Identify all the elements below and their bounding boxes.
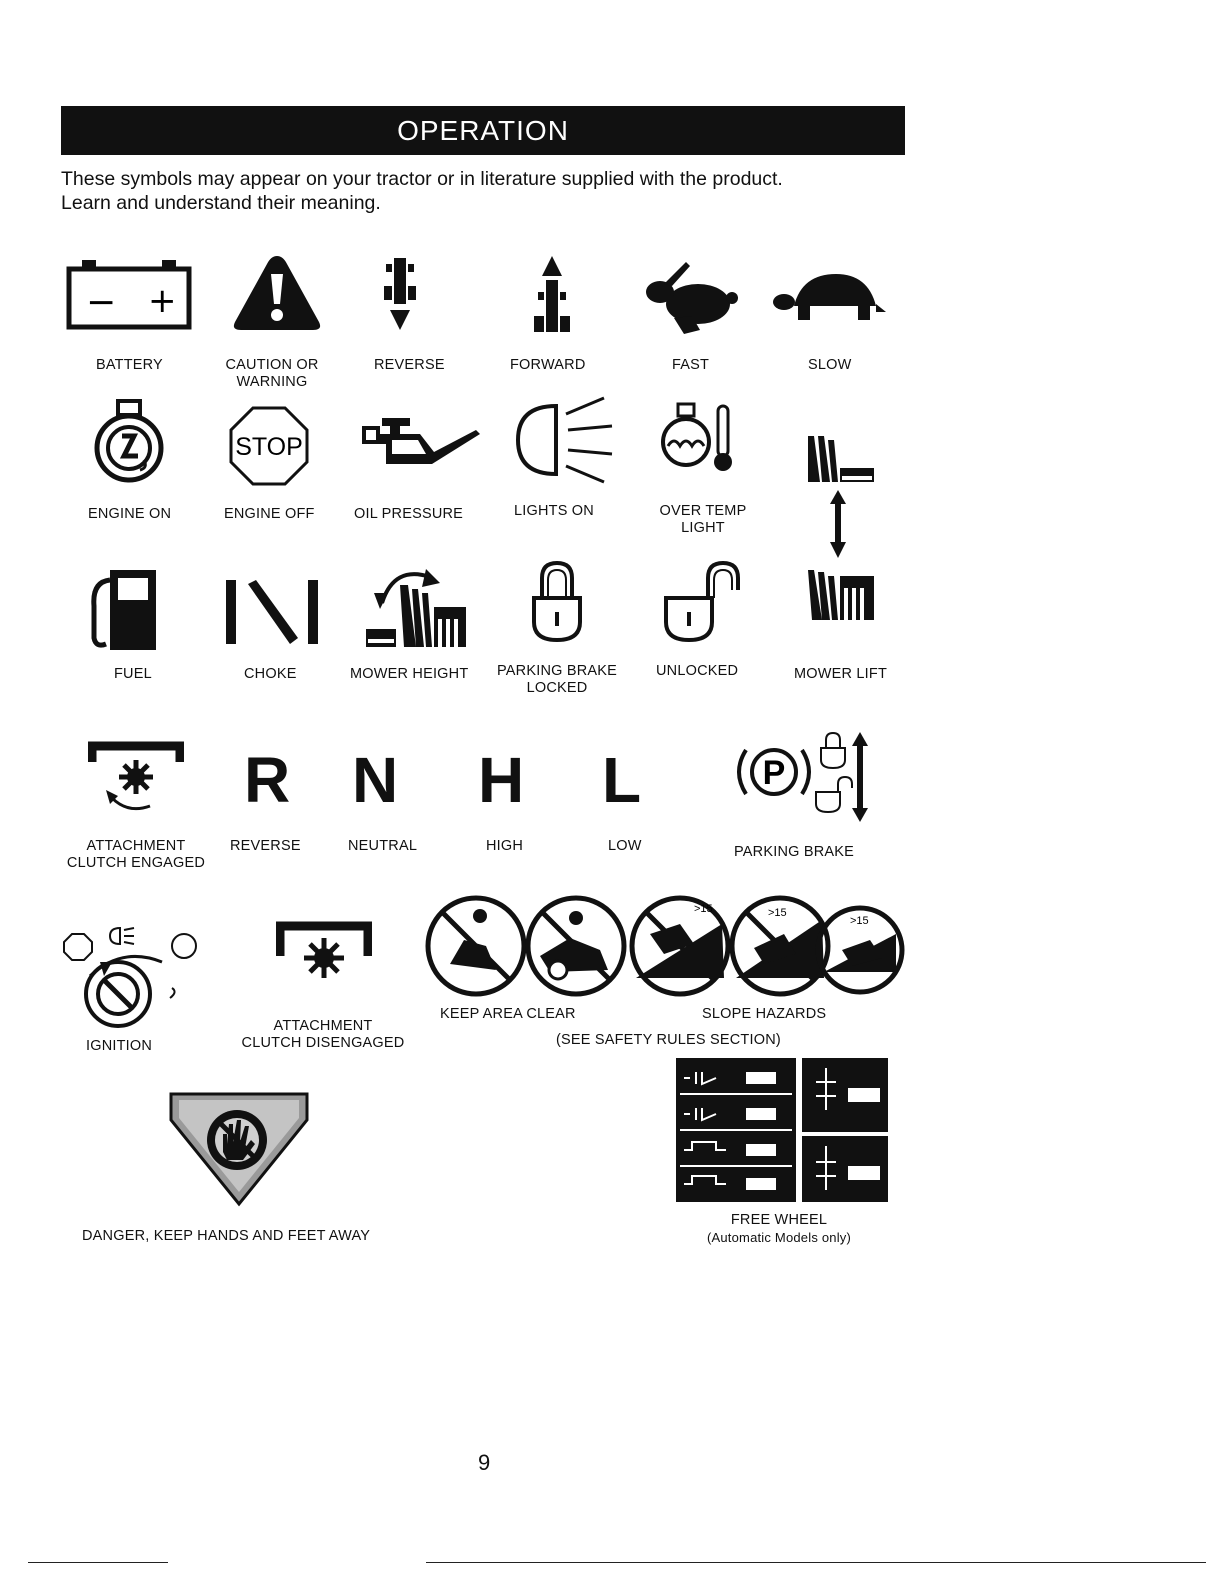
parking-p-letter: P [762, 754, 786, 792]
label-danger: DANGER, KEEP HANDS AND FEET AWAY [82, 1228, 371, 1244]
label-caution [222, 357, 322, 391]
label-forward: FORWARD [510, 357, 586, 373]
label-mower-height: MOWER HEIGHT [350, 666, 469, 682]
label-mower-lift: MOWER LIFT [794, 666, 888, 682]
battery-plus: + [148, 281, 177, 321]
label-low: LOW [608, 838, 642, 854]
slope-badge-1: >15 [694, 903, 713, 915]
gear-low-letter: L [602, 744, 642, 816]
battery-minus: − [86, 282, 117, 323]
label-high: HIGH [486, 838, 524, 854]
ignition-icon [62, 922, 202, 1032]
label-choke: CHOKE [244, 666, 297, 682]
label-parking-brake-locked-line-2: LOCKED [526, 680, 588, 696]
label-over-temp [654, 503, 752, 537]
battery-icon [66, 258, 192, 330]
gear-high-letter: H [478, 744, 525, 816]
warning-icon [231, 252, 323, 334]
slope-badge-3: >15 [850, 915, 869, 927]
clutch-disengaged-icon [276, 918, 372, 988]
danger-hand-icon [165, 1090, 313, 1208]
mower-lift-lower-icon [806, 568, 876, 622]
label-reverse: REVERSE [374, 357, 445, 373]
label-clutch-disengaged-line-2: CLUTCH DISENGAGED [241, 1035, 405, 1051]
intro-text [61, 167, 783, 215]
label-caution-line-2: WARNING [236, 374, 308, 390]
footer-rule-right [426, 1562, 1206, 1563]
section-banner [61, 106, 905, 155]
mower-lift-icon [804, 432, 876, 564]
stop-text: STOP [235, 433, 303, 461]
label-clutch-engaged-line-2: CLUTCH ENGAGED [66, 855, 206, 871]
label-caution-line-1: CAUTION OR [225, 357, 319, 373]
intro-line-2: Learn and understand their meaning. [61, 192, 381, 214]
padlock-unlocked-icon [662, 560, 748, 644]
safety-pictograms [424, 894, 906, 998]
padlock-locked-icon [530, 560, 584, 644]
parking-brake-icon [730, 730, 880, 826]
label-over-temp-line-1: OVER TEMP [659, 503, 747, 519]
thermometer-icon [660, 402, 742, 474]
label-slope-hazards: SLOPE HAZARDS [702, 1006, 827, 1022]
intro-line-1: These symbols may appear on your tractor or in literature supplied with the product. [61, 168, 783, 190]
label-keep-area-clear: KEEP AREA CLEAR [440, 1006, 576, 1022]
label-clutch-engaged [62, 838, 210, 872]
page-title: OPERATION [397, 115, 569, 146]
label-gear-reverse: REVERSE [230, 838, 301, 854]
slope-icon-2 [732, 898, 828, 994]
engine-on-icon [88, 398, 174, 484]
reverse-icon [380, 256, 420, 334]
prohibition-icon-2 [528, 898, 624, 994]
label-engine-off: ENGINE OFF [224, 506, 315, 522]
label-slow: SLOW [808, 357, 852, 373]
label-oil-pressure: OIL PRESSURE [354, 506, 464, 522]
headlight-icon [508, 392, 620, 484]
page-number: 9 [478, 1450, 491, 1475]
label-engine-on: ENGINE ON [88, 506, 172, 522]
gear-neutral-letter: N [352, 744, 399, 816]
label-ignition: IGNITION [86, 1038, 153, 1054]
label-fuel: FUEL [114, 666, 152, 682]
slope-badge-2: >15 [768, 907, 787, 919]
prohibition-icon [428, 898, 524, 994]
footer-rule-left [28, 1562, 168, 1563]
label-see-safety: (SEE SAFETY RULES SECTION) [556, 1032, 781, 1048]
label-battery: BATTERY [96, 357, 163, 373]
forward-icon [532, 254, 572, 336]
label-free-wheel [676, 1212, 882, 1246]
label-clutch-engaged-line-1: ATTACHMENT [86, 838, 186, 854]
choke-icon [222, 578, 322, 646]
gear-reverse-letter: R [244, 744, 291, 816]
label-unlocked: UNLOCKED [656, 663, 739, 679]
rabbit-icon [640, 258, 740, 334]
label-neutral: NEUTRAL [348, 838, 418, 854]
label-free-wheel-line-1: FREE WHEEL [730, 1212, 828, 1228]
label-parking-brake: PARKING BRAKE [734, 844, 854, 860]
mini-unlocked-icon [816, 777, 852, 812]
mower-height-icon [364, 563, 468, 651]
turtle-icon [772, 268, 888, 328]
oil-can-icon [362, 416, 486, 474]
clutch-engaged-icon [88, 738, 184, 816]
slope-icon [632, 898, 728, 994]
label-lights-on: LIGHTS ON [514, 503, 594, 519]
label-clutch-disengaged [236, 1018, 410, 1052]
engine-off-icon [228, 405, 310, 489]
fuel-pump-icon [88, 568, 160, 652]
label-free-wheel-line-2: (Automatic Models only) [706, 1230, 852, 1245]
label-clutch-disengaged-line-1: ATTACHMENT [273, 1018, 373, 1034]
label-parking-brake-locked [494, 663, 620, 697]
slope-icon-3 [818, 908, 902, 992]
free-wheel-icon [676, 1058, 890, 1204]
label-fast: FAST [672, 357, 710, 373]
mini-locked-icon [821, 733, 845, 768]
label-over-temp-line-2: LIGHT [681, 520, 725, 536]
label-parking-brake-locked-line-1: PARKING BRAKE [497, 663, 617, 679]
